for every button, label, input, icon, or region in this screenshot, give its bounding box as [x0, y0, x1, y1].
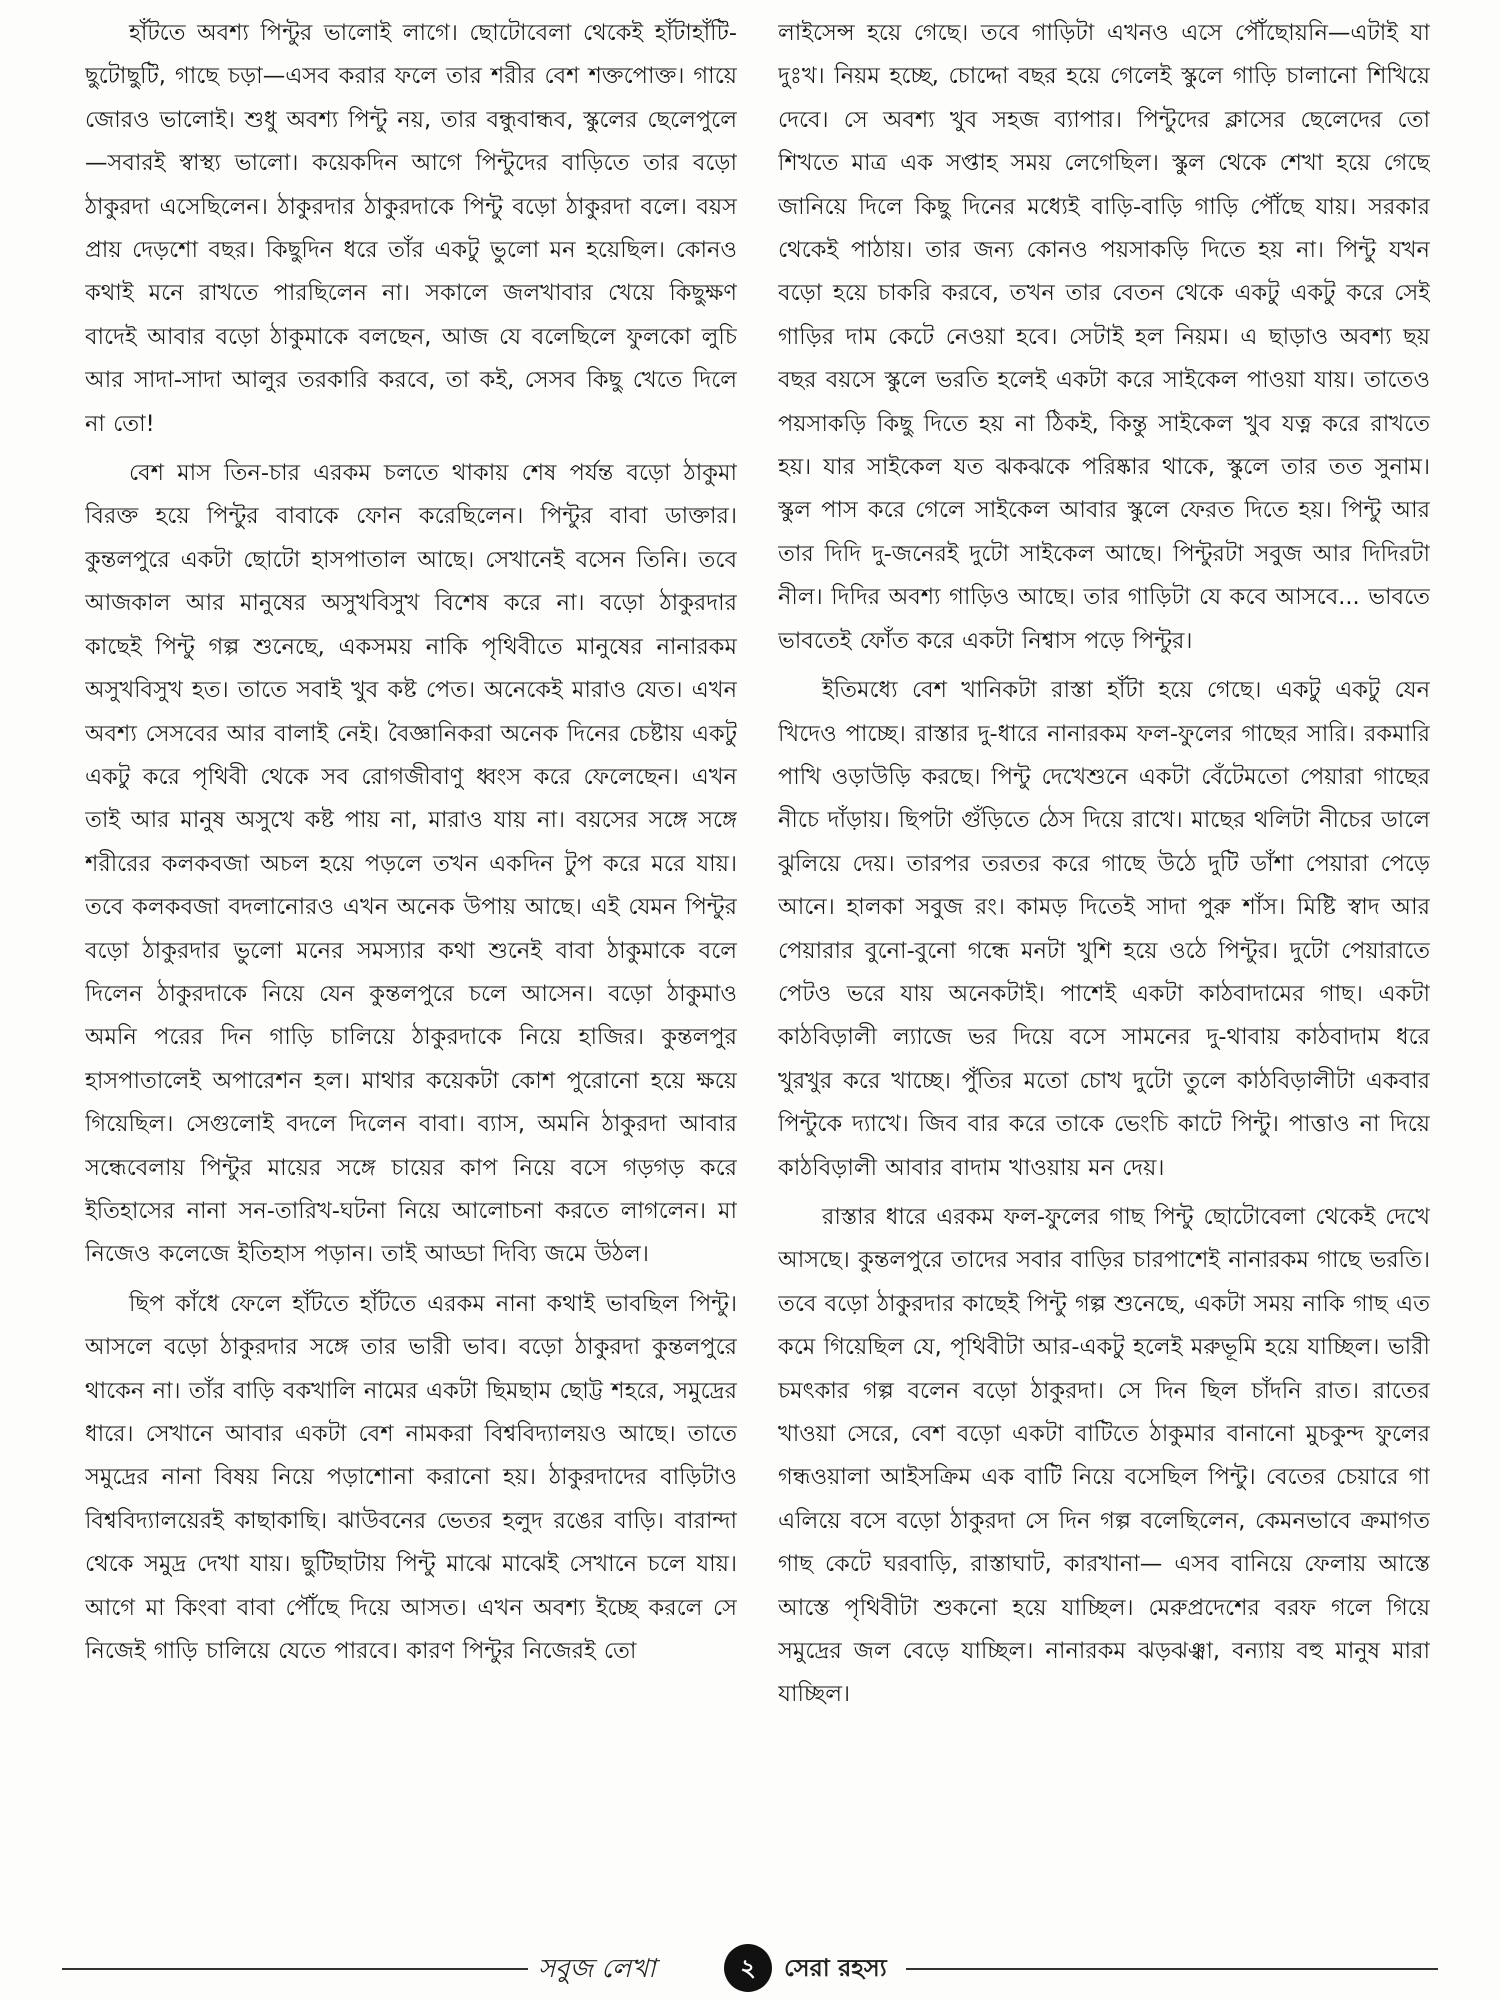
right-column — [778, 12, 1430, 1917]
paragraph: হাঁটতে অবশ্য পিন্টুর ভালোই লাগে। ছোটোবেলা থেকেই হাঁটাহাঁটি-ছুটোছুটি, গাছে চড়া—এসব করার ফলে তার শরীর বেশ শক্তপোক্ত। গায়ে জোরও ভালোই। শুধু অবশ্য পিন্টু নয়, তার বন্ধুবান্ধব, স্কুলের ছেলেপুলে—সবারই স্বাস্থ্য ভালো। কয়েকদিন আগে পিন্টুদের বাড়িতে তার বড়ো ঠাকুরদা এসেছিলেন। ঠাকুরদার ঠাকুরদাকে পিন্টু বড়ো ঠাকুরদা বলে। বয়স প্রায় দেড়শো বছর। কিছুদিন ধরে তাঁর একটু ভুলো মন হয়েছিল। কোনও কথাই মনে রাখতে পারছিলেন না। সকালে জলখাবার খেয়ে কিছুক্ষণ বাদেই আবার বড়ো ঠাকুমাকে বলছেন, আজ যে বলেছিলে ফুলকো লুচি আর সাদা-সাদা আলুর তরকারি করবে, তা কই, সেসব কিছু খেতে দিলে না তো! — [85, 20, 737, 437]
left-column — [85, 12, 737, 1917]
paragraph: রাস্তার ধারে এরকম ফল-ফুলের গাছ পিন্টু ছোটোবেলা থেকেই দেখে আসছে। কুন্তলপুরে তাদের সবার বাড়ির চারপাশেই নানারকম গাছে ভরতি। তবে বড়ো ঠাকুরদার কাছেই পিন্টু গল্প শুনেছে, একটা সময় নাকি গাছ এত কমে গিয়েছিল যে, পৃথিবীটা আর-একটু হলেই মরুভূমি হয়ে যাচ্ছিল। ভারী চমৎকার গল্প বলেন বড়ো ঠাকুরদা। সে দিন ছিল চাঁদনি রাত। রাতের খাওয়া সেরে, বেশ বড়ো একটা বাটিতে ঠাকুমার বানানো মুচকুন্দ ফুলের গন্ধওয়ালা আইসক্রিম এক বাটি নিয়ে বসেছিল পিন্টু। বেতের চেয়ারে গা এলিয়ে বসে বড়ো ঠাকুরদা সে দিন গল্প বলেছিলেন, কেমনভাবে ক্রমাগত গাছ কেটে ঘরবাড়ি, রাস্তাঘাট, কারখানা— এসব বানিয়ে ফেলায় আস্তে আস্তে পৃথিবীটা শুকনো হয়ে যাচ্ছিল। মেরুপ্রদেশের বরফ গলে গিয়ে সমুদ্রের জল বেড়ে যাচ্ছিল। নানারকম ঝড়ঝঞ্ঝা, বন্যায় বহু মানুষ মারা যাচ্ছিল। — [778, 1203, 1430, 1708]
magazine-brand-logo: সবুজ লেখা — [538, 1954, 656, 1984]
paragraph-continued: লাইসেন্স হয়ে গেছে। তবে গাড়িটা এখনও এসে পৌঁছোয়নি—এটাই যা দুঃখ। নিয়ম হচ্ছে, চোদ্দো বছর হয়ে গেলেই স্কুলে গাড়ি চালানো শিখিয়ে দেবে। সে অবশ্য খুব সহজ ব্যাপার। পিন্টুদের ক্লাসের ছেলেদের তো শিখতে মাত্র এক সপ্তাহ সময় লেগেছিল। স্কুল থেকে শেখা হয়ে গেছে জানিয়ে দিলে কিছু দিনের মধ্যেই বাড়ি-বাড়ি গাড়ি পৌঁছে যায়। সরকার থেকেই পাঠায়। তার জন্য কোনও পয়সাকড়ি দিতে হয় না। পিন্টু যখন বড়ো হয়ে চাকরি করবে, তখন তার বেতন থেকে একটু একটু করে সেই গাড়ির দাম কেটে নেওয়া হবে। সেটাই হল নিয়ম। এ ছাড়াও অবশ্য ছয় বছর বয়সে স্কুলে ভরতি হলেই একটা করে সাইকেল পাওয়া যায়। তাতেও পয়সাকড়ি কিছু দিতে হয় না ঠিকই, কিন্তু সাইকেল খুব যত্ন করে রাখতে হয়। যার সাইকেল যত ঝকঝকে পরিষ্কার থাকে, স্কুলে তার তত সুনাম। স্কুল পাস করে গেলে সাইকেল আবার স্কুলে ফেরত দিতে হয়। পিন্টু আর তার দিদি দু-জনেরই দুটো সাইকেল আছে। পিন্টুরটা সবুজ আর দিদিরটা নীল। দিদির অবশ্য গাড়িও আছে। তার গাড়িটা যে কবে আসবে... ভাবতে ভাবতেই ফোঁত করে একটা নিশ্বাস পড়ে পিন্টুর। — [778, 20, 1430, 654]
paragraph: বেশ মাস তিন-চার এরকম চলতে থাকায় শেষ পর্যন্ত বড়ো ঠাকুমা বিরক্ত হয়ে পিন্টুর বাবাকে ফোন করেছিলেন। পিন্টুর বাবা ডাক্তার। কুন্তলপুরে একটা ছোটো হাসপাতাল আছে। সেখানেই বসেন তিনি। তবে আজকাল আর মানুষের অসুখবিসুখ বিশেষ করে না। বড়ো ঠাকুরদার কাছেই পিন্টু গল্প শুনেছে, একসময় নাকি পৃথিবীতে মানুষের নানারকম অসুখবিসুখ হত। তাতে সবাই খুব কষ্ট পেত। অনেকেই মারাও যেত। এখন অবশ্য সেসবের আর বালাই নেই। বৈজ্ঞানিকরা অনেক দিনের চেষ্টায় একটু একটু করে পৃথিবী থেকে সব রোগজীবাণু ধ্বংস করে ফেলেছেন। এখন তাই আর মানুষ অসুখে কষ্ট পায় না, মারাও যায় না। বয়সের সঙ্গে সঙ্গে শরীরের কলকবজা অচল হয়ে পড়লে তখন একদিন টুপ করে মরে যায়। তবে কলকবজা বদলানোরও এখন অনেক উপায় আছে। এই যেমন পিন্টুর বড়ো ঠাকুরদার ভুলো মনের সমস্যার কথা শুনেই বাবা ঠাকুমাকে বলে দিলেন ঠাকুরদাকে নিয়ে যেন কুন্তলপুরে চলে আসেন। বড়ো ঠাকুমাও অমনি পরের দিন গাড়ি চালিয়ে ঠাকুরদাকে নিয়ে হাজির। কুন্তলপুর হাসপাতালেই অপারেশন হল। মাথার কয়েকটা কোশ পুরোনো হয়ে ক্ষয়ে গিয়েছিল। সেগুলোই বদলে দিলেন বাবা। ব্যাস, অমনি ঠাকুরদা আবার সন্ধেবেলায় পিন্টুর মায়ের সঙ্গে চায়ের কাপ নিয়ে বসে গড়গড় করে ইতিহাসের নানা সন-তারিখ-ঘটনা নিয়ে আলোচনা করতে লাগলেন। মা নিজেও কলেজে ইতিহাস পড়ান। তাই আড্ডা দিব্যি জমে উঠল। — [85, 460, 737, 1268]
paragraph: ছিপ কাঁধে ফেলে হাঁটতে হাঁটতে এরকম নানা কথাই ভাবছিল পিন্টু। আসলে বড়ো ঠাকুরদার সঙ্গে তার ভারী ভাব। বড়ো ঠাকুরদা কুন্তলপুরে থাকেন না। তাঁর বাড়ি বকখালি নামের একটা ছিমছাম ছোট্ট শহরে, সমুদ্রের ধারে। সেখানে আবার একটা বেশ নামকরা বিশ্ববিদ্যালয়ও আছে। তাতে সমুদ্রের নানা বিষয় নিয়ে পড়াশোনা করানো হয়। ঠাকুরদাদের বাড়িটাও বিশ্ববিদ্যালয়েরই কাছাকাছি। ঝাউবনের ভেতর হলুদ রঙের বাড়ি। বারান্দা থেকে সমুদ্র দেখা যায়। ছুটিছাটায় পিন্টু মাঝে মাঝেই সেখানে চলে যায়। আগে মা কিংবা বাবা পৌঁছে দিয়ে আসত। এখন অবশ্য ইচ্ছে করলে সে নিজেই গাড়ি চালিয়ে যেতে পারবে। কারণ পিন্টুর নিজেরই তো — [85, 1290, 737, 1665]
page-number-badge: ২ — [724, 1944, 772, 1992]
footer-rule-right — [906, 1968, 1438, 1970]
page-footer — [62, 1948, 1438, 1988]
paragraph: ইতিমধ্যে বেশ খানিকটা রাস্তা হাঁটা হয়ে গেছে। একটু একটু যেন খিদেও পাচ্ছে। রাস্তার দু-ধারে নানারকম ফল-ফুলের গাছের সারি। রকমারি পাখি ওড়াউড়ি করছে। পিন্টু দেখেশুনে একটা বেঁটেমতো পেয়ারা গাছের নীচে দাঁড়ায়। ছিপটা গুঁড়িতে ঠেস দিয়ে রাখে। মাছের থলিটা নীচের ডালে ঝুলিয়ে দেয়। তারপর তরতর করে গাছে উঠে দুটি ডাঁশা পেয়ারা পেড়ে আনে। হালকা সবুজ রং। কামড় দিতেই সাদা পুরু শাঁস। মিষ্টি স্বাদ আর পেয়ারার বুনো-বুনো গন্ধে মনটা খুশি হয়ে ওঠে পিন্টুর। দুটো পেয়ারাতে পেটও ভরে যায় অনেকটাই। পাশেই একটা কাঠবাদামের গাছ। একটা কাঠবিড়ালী ল্যাজে ভর দিয়ে বসে সামনের দু-থাবায় কাঠবাদাম ধরে খুরখুর করে খাচ্ছে। পুঁতির মতো চোখ দুটো তুলে কাঠবিড়ালীটা একবার পিন্টুকে দ্যাখে। জিব বার করে তাকে ভেংচি কাটে পিন্টু। পাত্তাও না দিয়ে কাঠবিড়ালী আবার বাদাম খাওয়ায় মন দেয়। — [778, 677, 1430, 1181]
footer-rule-left — [62, 1968, 528, 1970]
text-columns — [85, 12, 1430, 1917]
section-title: সেরা রহস্য — [784, 1954, 887, 1982]
